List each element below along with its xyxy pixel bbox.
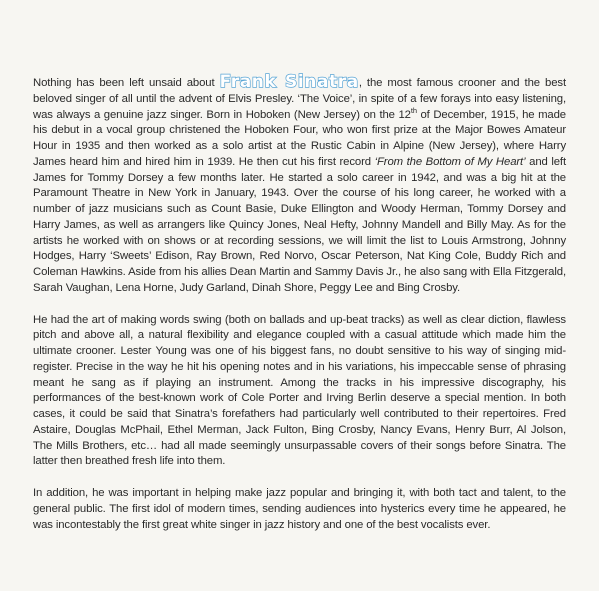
paragraph-3: In addition, he was important in helping make jazz popular and bringing it, with both tact and talent, to the general public. The first idol of modern times, sending audiences into hysterics every time he appeared, he was incontestably the first great white singer in jazz history and one of the best vocalists ever. [33,487,566,531]
artist-name: Frank Sinatra [219,72,359,92]
ordinal-suffix: th [410,105,417,115]
paragraph-1-text-c: and left James for Tommy Dorsey a few months later. He started a solo career in 1942, and was a big hit at the Paramount Theatre in New York in January, 1943. Over the course of his long career, he worked with a number of jazz musicians such as Count Basie, Duke Ellington and Woody Herman, Tommy Dorsey and Harry James, as well as arrangers like Quincy Jones, Neal Hefty, Johnny Mandell and Billy May. As for the artists he worked with on shows or at recording sessions, we will limit the list to Louis Armstrong, Johnny Hodges, Harry ‘Sweets’ Edison, Ray Brown, Red Norvo, Oscar Peterson, Nat King Cole, Buddy Rich and Coleman Hawkins. Aside from his allies Dean Martin and Sammy Davis Jr., he also sang with Ella Fitzgerald, Sarah Vaughan, Lena Horne, Judy Garland, Dinah Shore, Peggy Lee and Bing Crosby. [33,155,566,294]
paragraph-1-text-b: of December, 1915, he made his debut in a vocal group christened the Hoboken Four, who won first prize at the Major Bowes Amateur Hour in 1935 and then worked as a solo artist at the Rustic Cabin in Alpine (New Jersey), where Harry James heard him and hired him in 1939. He then cut his first record [33,108,566,168]
paragraph-2: He had the art of making words swing (both on ballads and up-beat tracks) as well as clear diction, flawless pitch and above all, a natural flexibility and elegance coupled with a casual attitude which made him the ultimate crooner. Lester Young was one of his biggest fans, no doubt sensitive to his way of singing mid-register. Precise in the way he hit his opening notes and in his variations, his impeccable sense of phrasing meant he sang as if playing an instrument. Among the tracks in his impressive discography, his performances of the best-known work of Cole Porter and Irving Berlin deserve a special mention. In both cases, it could be said that Sinatra’s forefathers had particularly well contributed to their repertoires. Fred Astaire, Douglas McPhail, Ethel Merman, Jack Fulton, Bing Crosby, Nancy Evans, Henry Burr, Al Jolson, The Mills Brothers, etc… had all made seemingly unsurpassable covers of their songs before Sinatra. The latter then breathed fresh life into them. [33,313,566,468]
paragraph-1-text-a: , the most famous crooner and the best beloved singer of all until the advent of Elvis Presley. ‘The Voice’, in spite of a few forays into easy listening, was always a genuine jazz singer. Born in Hoboken (New Jersey) on the 12 [33,77,566,121]
paragraph-1 [33,72,566,297]
intro-text: Nothing has been left unsaid about [33,77,220,89]
record-title: ‘From the Bottom of My Heart’ [374,155,526,168]
biography-text [33,72,566,533]
